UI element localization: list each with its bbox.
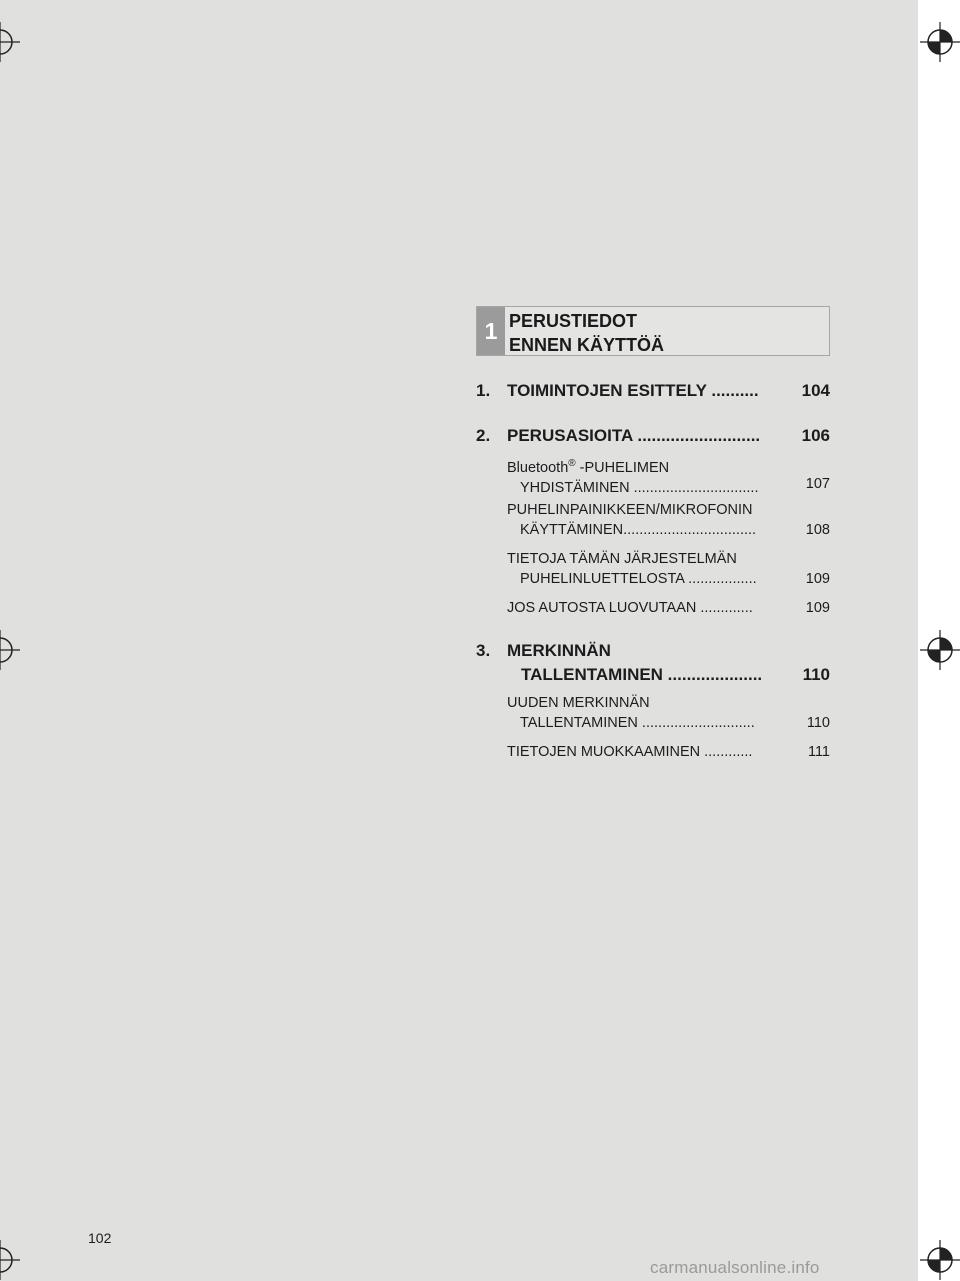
watermark-text: carmanualsonline.info (650, 1258, 820, 1277)
section-number: 2. (476, 426, 491, 445)
toc-subsection[interactable] (507, 742, 830, 762)
subsection-line1: UUDEN MERKINNÄN (507, 695, 650, 711)
subsection-line2: PUHELINLUETTELOSTA ................. (520, 571, 757, 587)
subsection-page: 108 (805, 522, 830, 538)
section-label-line1: MERKINNÄN (507, 641, 611, 660)
section-page: 106 (801, 426, 830, 445)
registration-mark-icon (0, 22, 20, 62)
chapter-title-line1: PERUSTIEDOT (509, 311, 638, 331)
subsection-line1: Bluetooth® -PUHELIMEN (507, 458, 670, 476)
subsection-page: 111 (807, 744, 830, 760)
subsection-page: 109 (805, 600, 830, 616)
section-page: 110 (802, 665, 830, 684)
subsection-line1: TIETOJEN MUOKKAAMINEN ............ (507, 744, 753, 760)
page-number: 102 (88, 1230, 112, 1246)
section-label: TOIMINTOJEN ESITTELY .......... (507, 381, 759, 400)
chapter-title-line2: ENNEN KÄYTTÖÄ (509, 335, 665, 355)
subsection-line2: TALLENTAMINEN ............................ (520, 715, 755, 731)
toc-subsection[interactable] (507, 598, 830, 618)
registration-mark-icon (0, 1240, 20, 1280)
subsection-page: 109 (805, 571, 830, 587)
registration-mark-icon (920, 630, 960, 670)
toc-subsection[interactable] (507, 454, 830, 498)
subsection-page: 110 (806, 715, 830, 731)
toc-subsection[interactable] (507, 500, 830, 540)
toc-subsection[interactable] (507, 693, 830, 733)
subsection-line1: JOS AUTOSTA LUOVUTAAN ............. (507, 600, 753, 616)
chapter-header (476, 306, 830, 356)
registration-mark-icon (920, 22, 960, 62)
subsection-line1: PUHELINPAINIKKEEN/MIKROFONIN (507, 502, 753, 518)
section-label: PERUSASIOITA .......................... (507, 426, 761, 445)
chapter-number: 1 (477, 307, 505, 355)
section-label-line2: TALLENTAMINEN .................... (521, 665, 763, 684)
subsection-line2: KÄYTTÄMINEN................................. (520, 522, 757, 538)
registration-mark-icon (0, 630, 20, 670)
section-page: 104 (801, 381, 830, 400)
registration-mark-icon (920, 1240, 960, 1280)
section-number: 3. (476, 641, 491, 660)
toc-subsection[interactable] (507, 549, 830, 589)
subsection-page: 107 (805, 476, 830, 492)
section-number: 1. (476, 381, 491, 400)
chapter-title (509, 309, 664, 357)
subsection-line2: YHDISTÄMINEN ............................... (520, 480, 759, 496)
subsection-line1: TIETOJA TÄMÄN JÄRJESTELMÄN (507, 551, 737, 567)
